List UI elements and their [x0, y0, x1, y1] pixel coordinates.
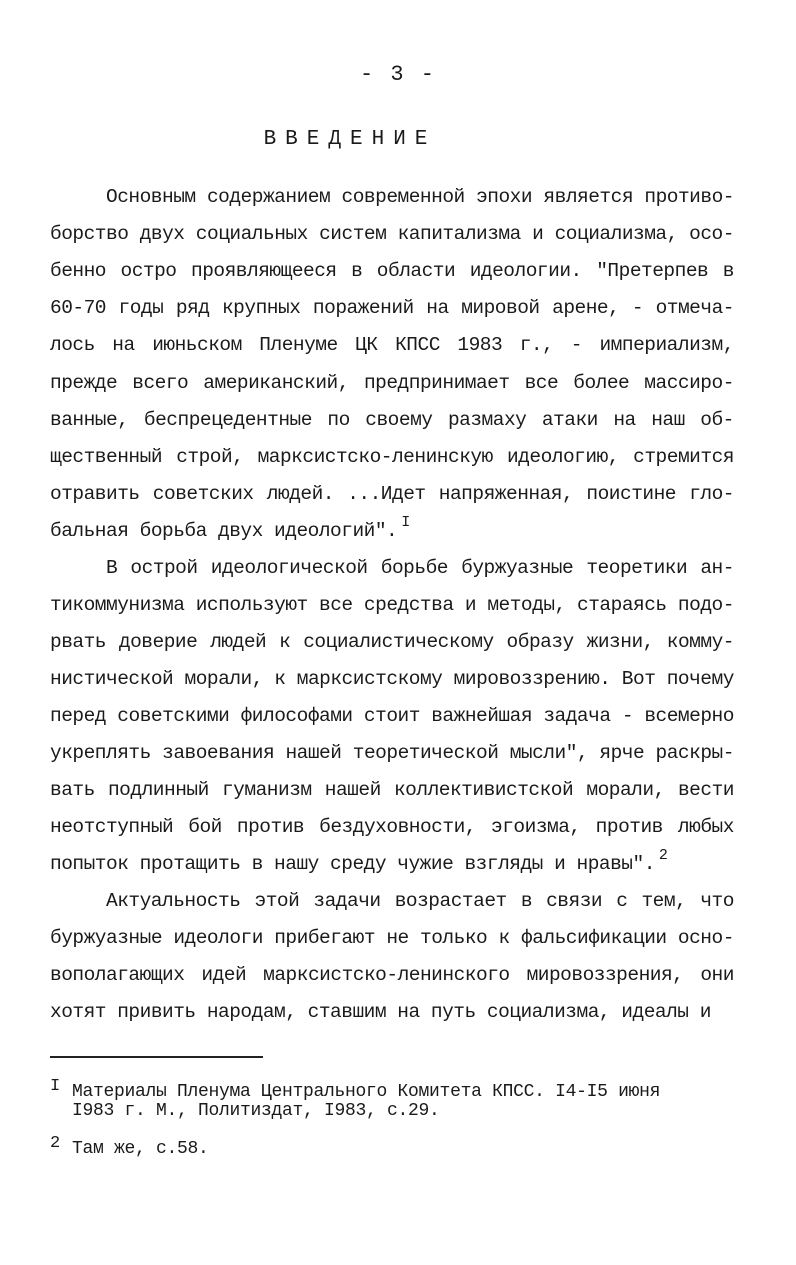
text-line: тикоммунизма используют все средства и методы, стараясь подо- [50, 594, 734, 616]
text-line: щественный строй, марксистско-ленинскую идеологию, стремится [50, 446, 734, 468]
text-line: перед советскими философами стоит важнейшая задача - всемерно [50, 705, 734, 727]
footnote-reference[interactable]: I [401, 514, 410, 531]
footnote [50, 1134, 734, 1159]
text-line: Основным содержанием современной эпохи является противо- [106, 186, 734, 208]
text-line: Актуальность этой задачи возрастает в связи с тем, что [106, 890, 734, 912]
text-line: В острой идеологической борьбе буржуазные теоретики ан- [106, 557, 734, 579]
footnote-reference[interactable]: 2 [658, 847, 668, 864]
page-title: ВВЕДЕНИЕ [263, 128, 437, 151]
text-line: бенно остро проявляющееся в области идеологии. "Претерпев в [50, 260, 734, 282]
text-line: попыток протащить в нашу среду чужие взгляды и нравы". $^2$ [50, 851, 734, 877]
footnote-line: Материалы Пленума Центрального Комитета КПСС. I4-I5 июня [72, 1082, 661, 1102]
text-line: борство двух социальных систем капитализма и социализма, осо- [50, 223, 734, 245]
text-line: хотят привить народам, ставшим на путь социализма, идеалы и [50, 1001, 711, 1023]
text-line: нистической морали, к марксистскому мировоззрению. Вот почему [50, 668, 734, 690]
text-line: укреплять завоевания нашей теоретической мысли", ярче раскры- [50, 742, 734, 764]
footnote-divider [50, 1056, 263, 1058]
footnote-mark: I [50, 1077, 60, 1096]
page-number: - 3 - [359, 62, 436, 87]
footnote-mark: 2 [50, 1134, 60, 1153]
text-line: вать подлинный гуманизм нашей коллективистской морали, вести [50, 779, 734, 801]
text-line: рвать доверие людей к социалистическому образу жизни, комму- [50, 631, 734, 653]
text-line: бальная борьба двух идеологий". $^I$ [50, 518, 734, 544]
text-line: вополагающих идей марксистско-ленинского мировоззрения, они [50, 964, 734, 986]
text-line: ванные, беспрецедентные по своему размаху атаки на наш об- [50, 409, 734, 431]
text-line: неотступный бой против бездуховности, эгоизма, против любых [50, 816, 734, 838]
text-line: 60-70 годы ряд крупных поражений на мировой арене, - отмеча- [50, 297, 734, 319]
text-line: отравить советских людей. ...Идет напряженная, поистине гло- [50, 483, 734, 505]
text-line: прежде всего американский, предпринимает все более массиро- [50, 372, 734, 394]
text-line: буржуазные идеологи прибегают не только к фальсификации осно- [50, 927, 734, 949]
footnote-line: I983 г. М., Политиздат, I983, с.29. [72, 1101, 440, 1121]
footnote [50, 1077, 734, 1121]
footnote-line: Там же, с.58. [72, 1139, 209, 1159]
text-line: лось на июньском Пленуме ЦК КПСС 1983 г., - империализм, [50, 334, 734, 356]
